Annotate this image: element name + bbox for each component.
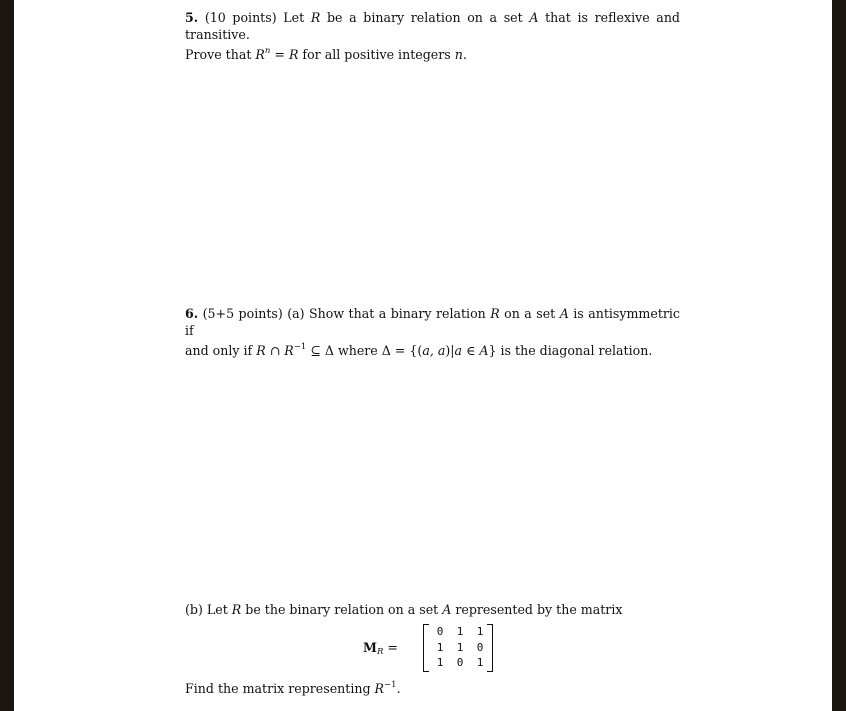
var-a: a bbox=[454, 343, 463, 358]
text: for all positive integers bbox=[298, 47, 455, 62]
matrix-row bbox=[431, 655, 489, 671]
matrix-cell: 1 bbox=[476, 656, 484, 669]
text: on a set bbox=[499, 306, 560, 321]
matrix-label bbox=[363, 640, 398, 657]
text: is antisymmetric if bbox=[185, 306, 680, 338]
matrix-right-bracket bbox=[487, 624, 493, 672]
problem-6-number: 6. bbox=[185, 306, 199, 321]
var-R: R bbox=[490, 306, 500, 321]
var-R: R bbox=[231, 602, 242, 617]
text: )| bbox=[445, 343, 455, 358]
matrix-cell: 0 bbox=[436, 625, 444, 638]
var-A: A bbox=[442, 602, 452, 617]
var-A: A bbox=[559, 306, 569, 321]
var-n: n bbox=[454, 47, 463, 62]
problem-6-line-2 bbox=[185, 339, 680, 359]
problem-6 bbox=[185, 305, 680, 359]
var-R: R bbox=[310, 10, 321, 25]
text: Prove that bbox=[185, 47, 256, 62]
problem-5 bbox=[185, 9, 680, 63]
text: be a binary relation on a set bbox=[320, 10, 530, 25]
document-page bbox=[14, 0, 832, 711]
matrix-cell: 1 bbox=[436, 640, 444, 654]
matrix-label-M: M bbox=[363, 640, 377, 655]
matrix-cell: 0 bbox=[456, 656, 464, 669]
intersection-symbol: ∩ bbox=[265, 343, 285, 358]
problem-6b bbox=[185, 601, 680, 618]
matrix-cell: 1 bbox=[456, 640, 464, 654]
matrix-cell: 0 bbox=[476, 640, 484, 654]
text: ⊆ Δ where Δ = {( bbox=[306, 343, 423, 358]
text: and only if bbox=[185, 343, 257, 358]
text: (10 points) Let bbox=[204, 10, 311, 25]
var-A: A bbox=[479, 343, 489, 358]
text: . bbox=[396, 681, 401, 696]
var-R: R bbox=[255, 47, 265, 62]
text: Find the matrix representing bbox=[185, 681, 375, 696]
matrix-cell: 1 bbox=[456, 625, 464, 638]
text: that is reflexive and transitive. bbox=[185, 10, 680, 42]
exponent-n: n bbox=[264, 46, 271, 56]
pair-a-a: a, a bbox=[422, 343, 446, 358]
matrix-cell: 1 bbox=[476, 625, 484, 638]
var-R: R bbox=[256, 343, 266, 358]
var-R: R bbox=[284, 343, 294, 358]
matrix-cell: 1 bbox=[436, 656, 444, 669]
problem-5-number: 5. bbox=[185, 10, 199, 25]
problem-5-line-2 bbox=[185, 43, 680, 63]
text: (5+5 points) (a) Show that a binary relation bbox=[202, 306, 491, 321]
text: (b) Let bbox=[185, 602, 232, 617]
element-of-symbol: ∈ bbox=[462, 343, 480, 358]
text: = bbox=[270, 47, 289, 62]
problem-6b-find-line bbox=[185, 677, 680, 697]
problem-5-line-1 bbox=[185, 9, 680, 43]
problem-6-line-1 bbox=[185, 305, 680, 339]
text: be the binary relation on a set bbox=[241, 602, 443, 617]
exponent-inverse: −1 bbox=[293, 342, 307, 352]
matrix-grid bbox=[431, 624, 489, 671]
text: } is the diagonal relation. bbox=[488, 343, 653, 358]
problem-6b-line-1 bbox=[185, 601, 680, 618]
var-A: A bbox=[529, 10, 539, 25]
matrix-row bbox=[431, 624, 489, 640]
problem-6b-question bbox=[185, 677, 680, 697]
matrix-row bbox=[431, 640, 489, 656]
text: . bbox=[462, 47, 467, 62]
text: represented by the matrix bbox=[451, 602, 623, 617]
exponent-inverse: −1 bbox=[384, 680, 397, 690]
equals-sign: = bbox=[383, 640, 398, 655]
var-R: R bbox=[374, 681, 385, 696]
var-R: R bbox=[288, 47, 299, 62]
matrix-left-bracket bbox=[423, 624, 429, 672]
matrix-label-subscript: R bbox=[376, 647, 384, 657]
